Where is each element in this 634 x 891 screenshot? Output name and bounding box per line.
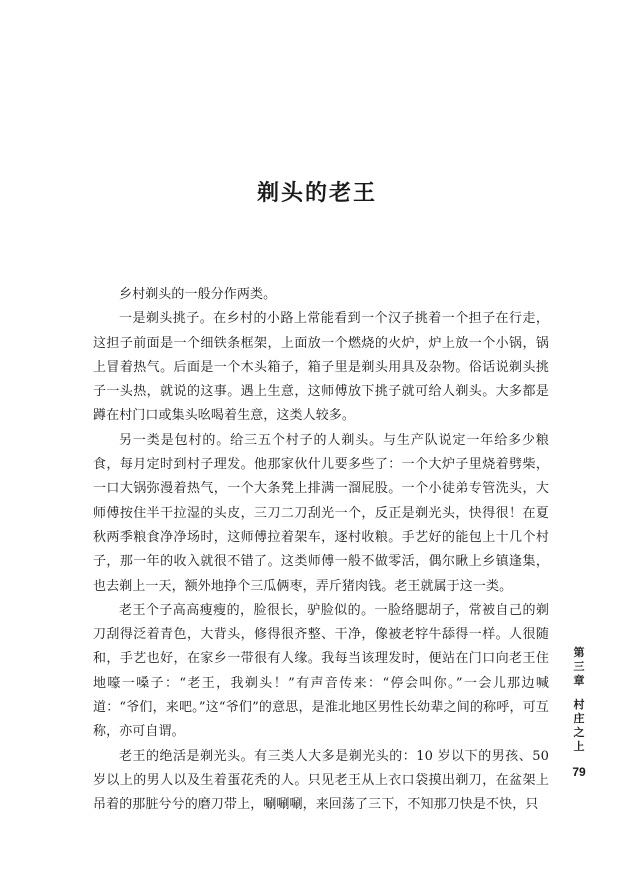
paragraph: 另一类是包村的。给三五个村子的人剃头。与生产队说定一年给多少粮食，每月定时到村子理发。他那家伙什儿要多些了：一个大炉子里烧着劈柴，一口大锅弥漫着热气，一个大条凳上排满一溜屁股。一个小徒弟专管洗头，大师傅按住半干拉湿的头皮，三刀二刀刮光一个，反正是剃光头，快得很！在夏秋两季粮食净净场时，这师傅拉着架车，逐村收粮。手艺好的能包上十几个村子，那一年的收入就很不错了。这类师傅一般不做零活，偶尔瞅上乡镇逢集，也去剃上一天，额外地挣个三瓜俩枣，弄斤猪肉钱。老王就属于这一类。 (93, 432, 549, 594)
chapter-side-label (569, 646, 589, 754)
paragraph: 乡村剃头的一般分作两类。 (119, 287, 277, 302)
side-label-char: 庄 (573, 712, 585, 725)
paragraph: 老王个子高高瘦瘦的，脸很长，驴脸似的。一脸络腮胡子，常被自己的剃刀刮得泛着青色，大背头，修得很齐整、干净，像被老牸牛舔得一样。人很随和，手艺也好，在家乡一带很有人缘。我每当该理发时，便站在门口向老王住地嚎一嗓子：“老王，我剃头！”有声音传来：“停会叫你。”一会儿那边喊道：“爷们，来吧。”这“爷们”的意思，是淮北地区男性长幼辈之间的称呼，可互称，亦可自谓。 (93, 602, 549, 740)
body-text (93, 283, 549, 818)
side-label-char: 之 (573, 726, 585, 739)
page-number: 79 (572, 765, 586, 779)
side-label-char: 村 (573, 698, 585, 711)
side-label-char: 章 (573, 674, 585, 687)
paragraph: 一是剃头挑子。在乡村的小路上常能看到一个汉子挑着一个担子在行走，这担子前面是一个细铁条框架，上面放一个燃烧的火炉，炉上放一个小锅，锅上冒着热气。后面是一个木头箱子，箱子里是剃头用具及杂物。俗话说剃头挑子一头热，就说的这事。遇上生意，这师傅放下挑子就可给人剃头。大多都是蹲在村门口或集头吆喝着生意，这类人较多。 (93, 311, 549, 424)
side-label-char: 第 (573, 646, 585, 659)
side-label-gap (569, 688, 589, 698)
side-label-char: 三 (573, 660, 585, 673)
section-label (569, 698, 589, 754)
side-label-char: 上 (573, 740, 585, 753)
paragraph: 老王的绝活是剃光头。有三类人大多是剃光头的：10 岁以下的男孩、50 岁以上的男人以及生着蛋花秃的人。只见老王从上衣口袋摸出剃刀，在盆架上吊着的那脏兮兮的磨刀带上，唰唰唰，来回荡了三下，不知那刀快是不快，只 (93, 748, 549, 813)
chapter-label (569, 646, 589, 688)
page-title: 剃头的老王 (256, 181, 377, 206)
